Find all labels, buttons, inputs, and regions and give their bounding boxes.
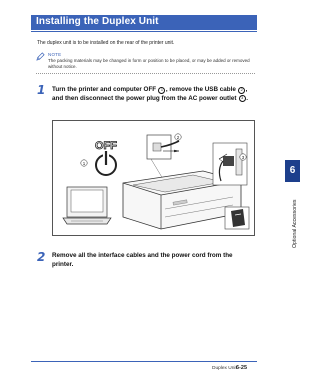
callout-1: 1 <box>82 160 86 166</box>
circled-number-3: 3 <box>239 95 246 102</box>
step-1-illustration <box>52 120 255 236</box>
chapter-tab: 6 <box>285 160 300 182</box>
step-1-text <box>52 86 250 103</box>
callout-3: 3 <box>241 154 245 160</box>
step-1-text-part: , remove the USB cable <box>165 86 238 93</box>
power-plug-icon <box>213 143 247 185</box>
step-1-text-part: , and then disconnect the power plug from the AC power outlet <box>52 86 248 102</box>
power-switch-icon <box>225 207 249 229</box>
circled-number-2: 2 <box>238 87 245 94</box>
footer-section-name: Duplex Unit <box>212 366 237 371</box>
heading-underline <box>31 31 257 32</box>
footer-rule <box>31 361 257 362</box>
chapter-tab-label: Optional Accessories <box>292 199 298 248</box>
circled-number-1: 1 <box>158 87 165 94</box>
section-heading-bar <box>31 15 257 30</box>
note-text: The packing materials may be changed in form or position to be placed, or may be added or removed without notice. <box>48 58 250 69</box>
computer-monitor-icon <box>63 187 111 224</box>
note-divider <box>36 73 255 74</box>
step-2-text: Remove all the interface cables and the power cord from the printer. <box>52 252 233 268</box>
note-label: NOTE <box>48 52 62 57</box>
section-title: Installing the Duplex Unit <box>36 16 159 27</box>
printer-illustration <box>53 121 256 237</box>
page-number: 6-25 <box>236 365 248 371</box>
step-1-text-part: Turn the printer and computer OFF <box>52 86 158 93</box>
step-1-number: 1 <box>37 83 46 97</box>
off-label: OFF <box>95 140 117 152</box>
power-off-icon <box>96 148 116 175</box>
callout-2: 2 <box>176 134 180 140</box>
step-2-number: 2 <box>37 250 46 264</box>
step-1-text-part: . <box>246 94 248 102</box>
note-pencil-icon <box>36 52 45 61</box>
intro-text: The duplex unit is to be installed on the rear of the printer unit. <box>37 40 175 46</box>
usb-cable-icon <box>147 135 179 159</box>
